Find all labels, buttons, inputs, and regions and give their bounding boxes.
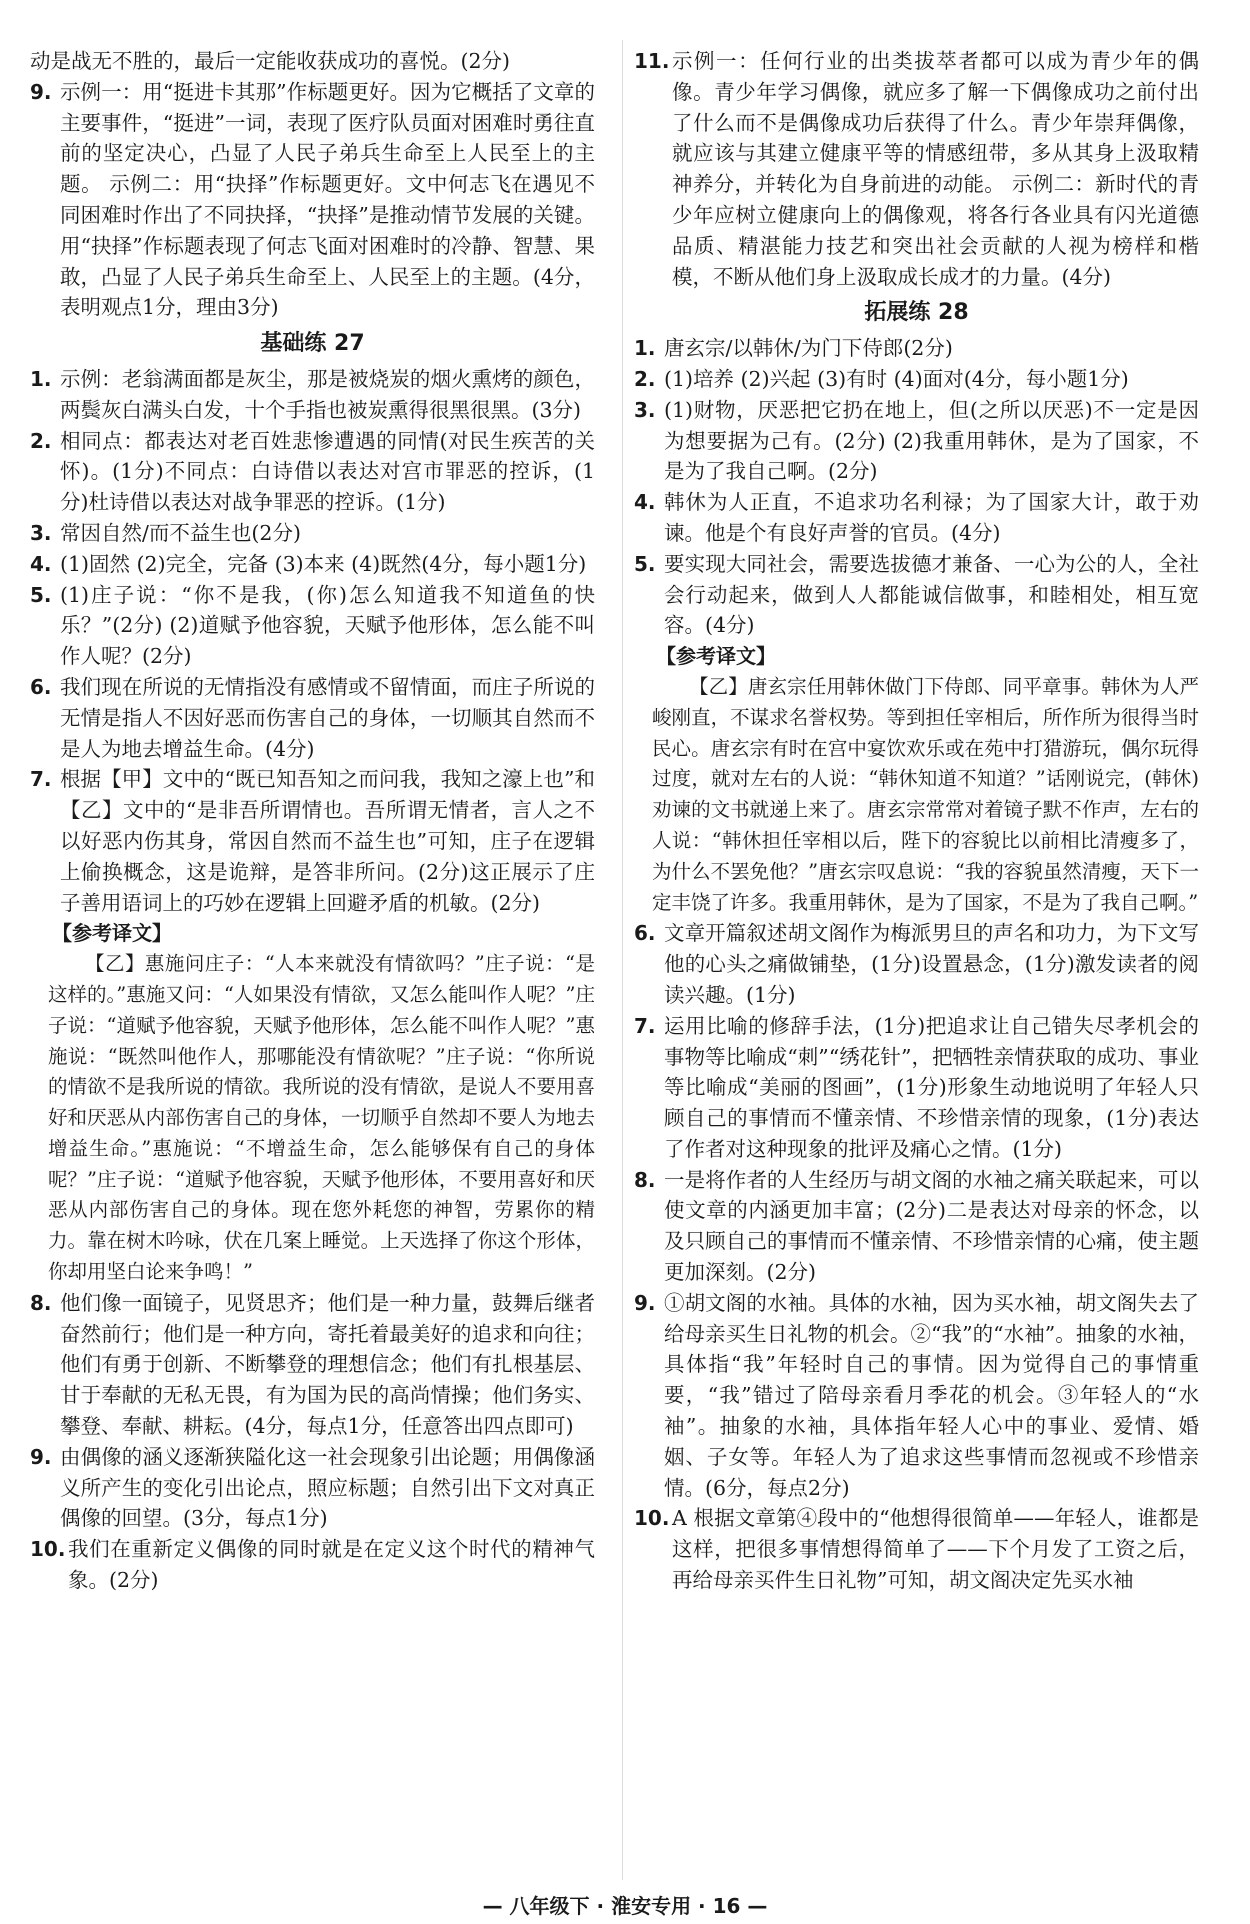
answer-item <box>30 764 595 918</box>
item-number: 5. <box>634 551 656 576</box>
item-text: 示例一：任何行业的出类拔萃者都可以成为青少年的偶像。青少年学习偶像，就应多了解一下偶像成功之前付出了什么而不是偶像成功后获得了什么。青少年崇拜偶像，就应该与其建立健康平等的情感纽带，多从其身上汲取精神养分，并转化为自身前进的动能。 示例二：新时代的青少年应树立健康向上的偶像观，将各行各业具有闪光道德品质、精湛能力技艺和突出社会贡献的人视为榜样和楷模，不断从他们身上汲取成长成才的力量。(4分) <box>672 49 1199 289</box>
section-title-basic-27: 基础练 27 <box>260 331 365 357</box>
item-text: 示例一：用“挺进卡其那”作标题更好。因为它概括了文章的主要事件，“挺进”一词，表现了医疗队员面对困难时勇往直前的坚定决心，凸显了人民子弟兵生命至上人民至上的主题。 示例二：用“抉择”作标题更好。文中何志飞在遇见不同困难时作出了不同抉择，“抉择”是推动情节发展的关键。用“抉择”作标题表现了何志飞面对困难时的冷静、智慧、果敢，凸显了人民子弟兵生命至上、人民至上的主题。(4分，表明观点1分，理由3分) <box>60 79 595 320</box>
section-title-extension-28: 拓展练 28 <box>864 300 969 326</box>
item-number: 7. <box>634 1013 656 1038</box>
answer-item <box>30 364 595 426</box>
item-number: 4. <box>634 490 656 515</box>
answer-item <box>634 364 1199 395</box>
reference-translation: 【乙】惠施问庄子：“人本来就没有情欲吗？”庄子说：“是这样的。”惠施又问：“人如果没有情欲，又怎么能叫作人呢？”庄子说：“道赋予他容貌，天赋予他形体，怎么能不叫作人呢？”惠施说：“既然叫他作人，那哪能没有情欲呢？”庄子说：“你所说的情欲不是我所说的情欲。我所说的没有情欲，是说人不要用喜好和厌恶从内部伤害自己的身体，一切顺乎自然却不要人为地去增益生命。”惠施说：“不增益生命，怎么能够保有自己的身体呢？”庄子说：“道赋予他容貌，天赋予他形体，不要用喜好和厌恶从内部伤害自己的身体。现在您外耗您的神智，劳累你的精力。靠在树木吟咏，伏在几案上睡觉。上天选择了你这个形体，你却用坚白论来争鸣！” <box>48 952 595 1284</box>
answer-item <box>634 1011 1199 1165</box>
answer-item-9 <box>30 77 595 323</box>
answer-item <box>634 333 1199 364</box>
item-text: 由偶像的涵义逐渐狭隘化这一社会现象引出论题；用偶像涵义所产生的变化引出论点，照应标题；自然引出下文对真正偶像的回望。(3分，每点1分) <box>60 1444 595 1531</box>
answer-item <box>634 1288 1199 1504</box>
item-text: 常因自然/而不益生也(2分) <box>60 520 301 545</box>
item-number: 9. <box>634 1290 656 1315</box>
item-text: 要实现大同社会，需要选拔德才兼备、一心为公的人，全社会行动起来，做到人人都能诚信做事，和睦相处，相互宽容。(4分) <box>664 551 1199 638</box>
answer-item <box>30 580 595 672</box>
item-text: 韩休为人正直，不追求功名利禄；为了国家大计，敢于劝谏。他是个有良好声誉的官员。(4分) <box>664 490 1199 545</box>
left-column <box>30 46 595 1596</box>
item-text: ①胡文阁的水袖。具体的水袖，因为买水袖，胡文阁失去了给母亲买生日礼物的机会。②“我”的“水袖”。抽象的水袖，具体指“我”年轻时自己的事情。因为觉得自己的事情重要，“我”错过了陪母亲看月季花的机会。③年轻人的“水袖”。抽象的水袖，具体指年轻人心中的事业、爱情、婚姻、子女等。年轻人为了追求这些事情而忽视或不珍惜亲情。(6分，每点2分) <box>664 1290 1199 1500</box>
item-number: 10. <box>634 1506 670 1531</box>
item-text: 文章开篇叙述胡文阁作为梅派男旦的声名和功力，为下文写他的心头之痛做铺垫，(1分)设置悬念，(1分)激发读者的阅读兴趣。(1分) <box>664 921 1199 1007</box>
item-text: 我们在重新定义偶像的同时就是在定义这个时代的精神气象。(2分) <box>68 1537 595 1593</box>
reference-translation: 【乙】唐玄宗任用韩休做门下侍郎、同平章事。韩休为人严峻刚直，不谋求名誉权势。等到担任宰相后，所作所为很得当时民心。唐玄宗有时在宫中宴饮欢乐或在苑中打猎游玩，偶尔玩得过度，就对左右的人说：“韩休知道不知道？”话刚说完，(韩休)劝谏的文书就递上来了。唐玄宗常常对着镜子默不作声，左右的人说：“韩休担任宰相以后，陛下的容貌比以前相比清瘦多了，为什么不罢免他？”唐玄宗叹息说：“我的容貌虽然清瘦，天下一定丰饶了许多。我重用韩休，是为了国家，不是为了我自己啊。” <box>652 674 1199 914</box>
item-text: 他们像一面镜子，见贤思齐；他们是一种力量，鼓舞后继者奋然前行；他们是一种方向，寄托着最美好的追求和向往；他们有勇于创新、不断攀登的理想信念；他们有扎根基层、甘于奉献的无私无畏，有为国为民的高尚情操；他们务实、攀登、奉献、耕耘。(4分，每点1分，任意答出四点即可) <box>60 1290 595 1439</box>
reference-translation-title: 【参考译文】 <box>52 921 172 946</box>
item-number: 8. <box>634 1167 656 1192</box>
answer-item <box>634 395 1199 487</box>
answer-item <box>634 1503 1199 1595</box>
reference-translation-title: 【参考译文】 <box>656 644 776 669</box>
item-text: (1)固然 (2)完全，完备 (3)本来 (4)既然(4分，每小题1分) <box>60 551 587 576</box>
answer-item-11 <box>634 46 1199 292</box>
item-text: 唐玄宗/以韩休/为门下侍郎(2分) <box>664 336 953 361</box>
answer-item <box>634 918 1199 1010</box>
item-text: 相同点：都表达对老百姓悲惨遭遇的同情(对民生疾苦的关怀)。(1分)不同点：白诗借以表达对宫市罪恶的控诉，(1分)杜诗借以表达对战争罪恶的控诉。(1分) <box>60 428 595 515</box>
item-text: (1)培养 (2)兴起 (3)有时 (4)面对(4分，每小题1分) <box>664 366 1129 391</box>
item-text: (1)庄子说：“你不是我，(你)怎么知道我不知道鱼的快乐？”(2分) (2)道赋予他容貌，天赋予他形体，怎么能不叫作人呢？(2分) <box>60 582 595 669</box>
item-number: 8. <box>30 1290 52 1315</box>
answer-item <box>30 1534 595 1596</box>
item-number: 9. <box>30 79 52 104</box>
answer-item <box>634 549 1199 641</box>
answer-item <box>634 1165 1199 1288</box>
item-text: (1)财物，厌恶把它扔在地上，但(之所以厌恶)不一定是因为想要据为己有。(2分) (2)我重用韩休，是为了国家，不是为了我自己啊。(2分) <box>664 397 1199 484</box>
answer-item <box>30 426 595 518</box>
item-number: 1. <box>634 336 656 361</box>
item-number: 6. <box>30 674 52 699</box>
item-number: 10. <box>30 1537 66 1562</box>
item-number: 1. <box>30 366 52 391</box>
item-text: 运用比喻的修辞手法，(1分)把追求让自己错失尽孝机会的事物等比喻成“刺”“绣花针”，把牺牲亲情获取的成功、事业等比喻成“美丽的图画”，(1分)形象生动地说明了年轻人只顾自己的事情而不懂亲情、不珍惜亲情的现象，(1分)表达了作者对这种现象的批评及痛心之情。(1分) <box>664 1013 1199 1161</box>
item-number: 3. <box>30 520 52 545</box>
continuation-text: 动是战无不胜的，最后一定能收获成功的喜悦。(2分) <box>30 49 511 73</box>
item-number: 9. <box>30 1444 52 1469</box>
item-text: A 根据文章第④段中的“他想得很简单——年轻人，谁都是这样，把很多事情想得简单了——下个月发了工资之后，再给母亲买件生日礼物”可知，胡文阁决定先买水袖 <box>672 1506 1199 1593</box>
column-divider <box>622 40 623 1880</box>
answer-item <box>30 518 595 549</box>
answer-item <box>30 1442 595 1534</box>
item-number: 7. <box>30 767 52 792</box>
item-text: 我们现在所说的无情指没有感情或不留情面，而庄子所说的无情是指人不因好恶而伤害自己的身体，一切顺其自然而不是人为地去增益生命。(4分) <box>60 674 595 761</box>
item-number: 4. <box>30 551 52 576</box>
answer-item <box>30 549 595 580</box>
item-number: 3. <box>634 397 656 422</box>
answer-item <box>30 1288 595 1442</box>
item-number: 6. <box>634 921 656 946</box>
item-number: 2. <box>634 366 656 391</box>
item-number: 5. <box>30 582 52 607</box>
page-footer: — 八年级下 · 淮安专用 · 16 — <box>482 1894 768 1918</box>
item-number: 11. <box>634 49 670 73</box>
answer-item <box>634 487 1199 549</box>
item-number: 2. <box>30 428 52 453</box>
right-column <box>634 46 1199 1596</box>
answer-item <box>30 672 595 764</box>
item-text: 示例：老翁满面都是灰尘，那是被烧炭的烟火熏烤的颜色，两鬓灰白满头白发，十个手指也被炭熏得很黑很黑。(3分) <box>60 366 595 422</box>
item-text: 根据【甲】文中的“既已知吾知之而问我，我知之濠上也”和【乙】文中的“是非吾所谓情也。吾所谓无情者，言人之不以好恶内伤其身，常因自然而不益生也”可知，庄子在逻辑上偷换概念，这是诡辩，是答非所问。(2分)这正展示了庄子善用语词上的巧妙在逻辑上回避矛盾的机敏。(2分) <box>60 767 595 915</box>
item-text: 一是将作者的人生经历与胡文阁的水袖之痛关联起来，可以使文章的内涵更加丰富；(2分)二是表达对母亲的怀念，以及只顾自己的事情而不懂亲情、不珍惜亲情的心痛，使主题更加深刻。(2分) <box>664 1167 1199 1285</box>
